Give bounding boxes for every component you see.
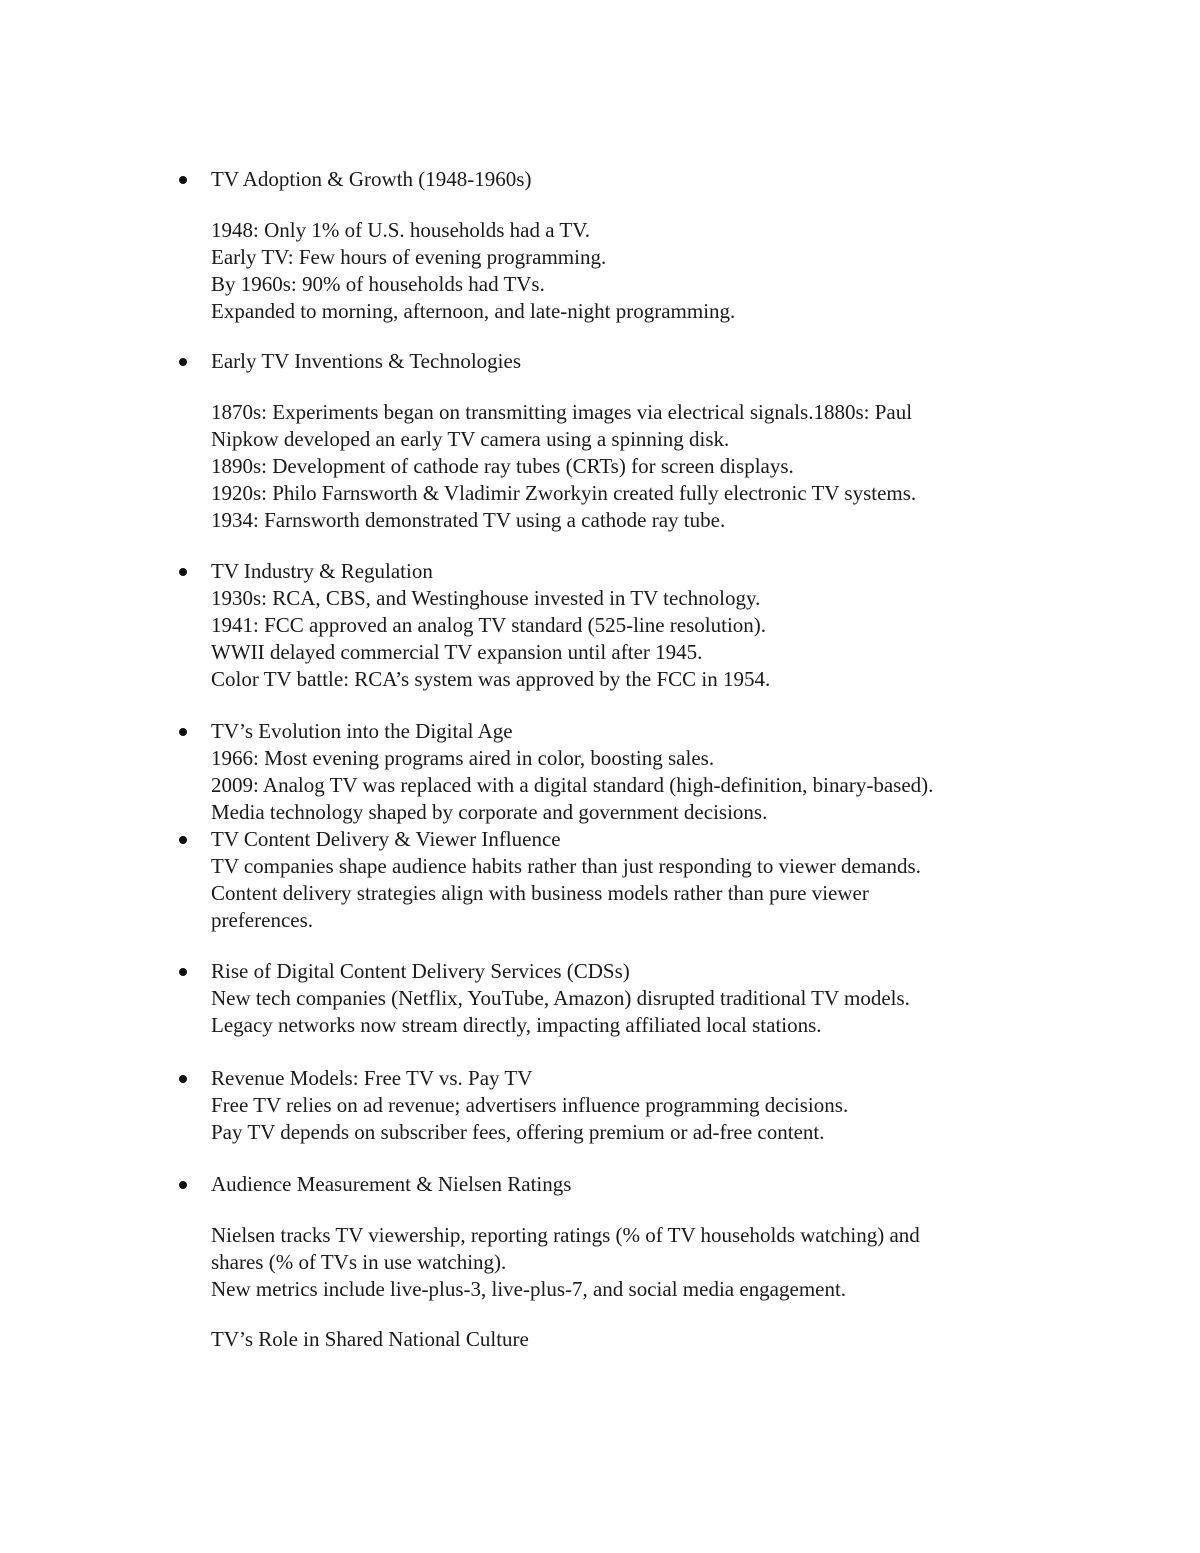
section-heading: Rise of Digital Content Delivery Services (CDSs) [211,959,630,983]
section-line: Legacy networks now stream directly, impacting affiliated local stations. [211,1013,822,1037]
section-heading: TV Content Delivery & Viewer Influence [211,827,561,851]
section-line: Content delivery strategies align with business models rather than pure viewer [211,881,869,905]
section-line: shares (% of TVs in use watching). [211,1250,507,1274]
section-line: Media technology shaped by corporate and government decisions. [211,800,768,824]
section-line: 1941: FCC approved an analog TV standard (525-line resolution). [211,613,767,637]
section-line: Expanded to morning, afternoon, and late-night programming. [211,299,736,323]
bullet-icon [179,1075,187,1083]
section-line: Pay TV depends on subscriber fees, offering premium or ad-free content. [211,1120,825,1144]
section-line: preferences. [211,908,314,932]
section-line: TV companies shape audience habits rather than just responding to viewer demands. [211,854,921,878]
bullet-icon [179,568,187,576]
section-line: 1930s: RCA, CBS, and Westinghouse invested in TV technology. [211,586,761,610]
bullet-icon [179,358,187,366]
bullet-icon [179,1181,187,1189]
section-line: Nielsen tracks TV viewership, reporting ratings (% of TV households watching) and [211,1223,920,1247]
section-heading: Revenue Models: Free TV vs. Pay TV [211,1066,533,1090]
section-line: 2009: Analog TV was replaced with a digital standard (high-definition, binary-based). [211,773,934,797]
section-heading: Early TV Inventions & Technologies [211,349,521,373]
section-line: 1948: Only 1% of U.S. households had a TV. [211,218,590,242]
section-line: Free TV relies on ad revenue; advertisers influence programming decisions. [211,1093,849,1117]
section-line: New metrics include live-plus-3, live-plus-7, and social media engagement. [211,1277,847,1301]
trailing-heading: TV’s Role in Shared National Culture [211,1327,529,1351]
section-heading: TV Adoption & Growth (1948-1960s) [211,167,532,191]
section-line: 1934: Farnsworth demonstrated TV using a cathode ray tube. [211,508,726,532]
section-line: 1890s: Development of cathode ray tubes (CRTs) for screen displays. [211,454,794,478]
section-line: New tech companies (Netflix, YouTube, Amazon) disrupted traditional TV models. [211,986,910,1010]
section-line: Color TV battle: RCA’s system was approved by the FCC in 1954. [211,667,771,691]
bullet-icon [179,836,187,844]
section-line: By 1960s: 90% of households had TVs. [211,272,545,296]
bullet-icon [179,728,187,736]
bullet-icon [179,176,187,184]
section-line: 1920s: Philo Farnsworth & Vladimir Zworkyin created fully electronic TV systems. [211,481,917,505]
section-line: 1966: Most evening programs aired in color, boosting sales. [211,746,715,770]
section-line: 1870s: Experiments began on transmitting images via electrical signals.1880s: Paul [211,400,913,424]
section-heading: Audience Measurement & Nielsen Ratings [211,1172,572,1196]
section-heading: TV’s Evolution into the Digital Age [211,719,513,743]
section-line: WWII delayed commercial TV expansion until after 1945. [211,640,703,664]
bullet-icon [179,968,187,976]
section-heading: TV Industry & Regulation [211,559,433,583]
section-line: Nipkow developed an early TV camera using a spinning disk. [211,427,730,451]
section-line: Early TV: Few hours of evening programming. [211,245,607,269]
